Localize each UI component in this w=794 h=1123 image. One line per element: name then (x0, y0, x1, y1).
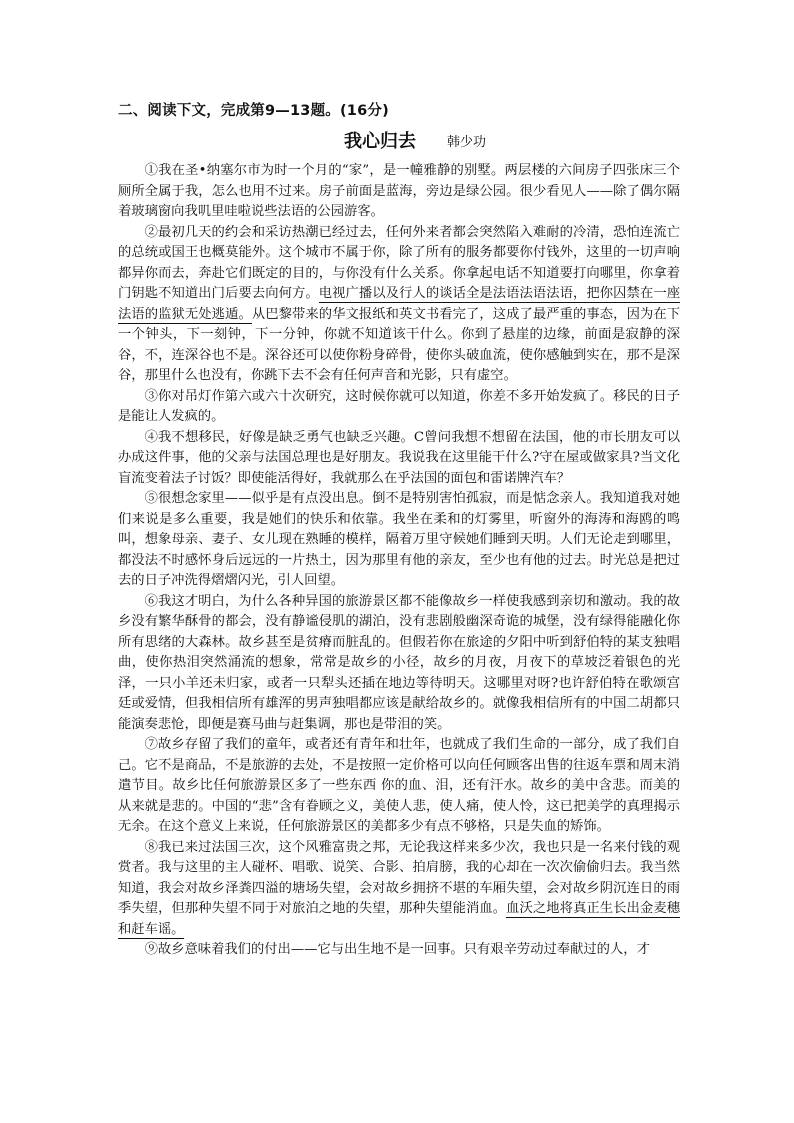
paragraph-text: ⑦故乡存留了我们的童年，或者还有青年和壮年，也就成了我们生命的一部分，成了我们自己。它不是商品，不是旅游的去处，不是按照一定价格可以向任何顾客出售的往返车票和周末消遣节目。故乡比任何旅游景区多了一些东西 你的血、泪，还有汗水。故乡的美中含悲。而美的从来就是悲的。中国的“悲”含有眷顾之义，美使人悲，使人痛，使人怜，这已把美学的真理揭示无余。在这个意义上来说，任何旅游景区的美都多少有点不够格，只是失血的矫饰。 (118, 737, 680, 834)
article-paragraph-2 (118, 223, 680, 387)
paragraph-text: ⑥我这才明白，为什么各种异国的旅游景区都不能像故乡一样使我感到亲切和激动。我的故乡没有繁华酥骨的都会，没有静谧侵肌的湖泊，没有悲剧般幽深奇诡的城堡，没有绿得能融化你所有思绪的大森林。故乡甚至是贫瘠而脏乱的。但假若你在旅途的夕阳中听到舒伯特的某支独唱曲，使你热泪突然涌流的想象，常常是故乡的小径，故乡的月夜，月夜下的草坡泛着银色的光泽，一只小羊还未归家，或者一只犁头还插在地边等待明天。这哪里对呀?也许舒伯特在歌颂宫廷或爱情，但我相信所有雄浑的男声独唱都应该是献给故乡的。就像我相信所有的中国二胡都只能演奏悲怆，即便是赛马曲与赶集调，那也是带泪的笑。 (118, 593, 680, 732)
article-paragraph-3 (118, 387, 680, 428)
paragraph-text: ③你对吊灯作第六或六十次研究，这时候你就可以知道，你差不多开始发疯了。移民的日子是能让人发疯的。 (118, 388, 680, 424)
paragraph-text: 从巴黎带来的华文报纸和英文书看完了，这成了最严重的事态，因为在下一个钟头，下一刻钟，下一分钟，你就不知道该干什么。你到了悬崖的边缘，前面是寂静的深谷，不，连深谷也不是。深谷还可以使你粉身碎骨，使你头破血流，使你感触到实在，那不是深谷，那里什么也没有，你跳下去不会有任何声音和光影，只有虚空。 (118, 306, 681, 383)
paragraph-text: ①我在圣•纳塞尔市为时一个月的“家”，是一幢雅静的别墅。两层楼的六间房子四张床三个厕所全属于我，怎么也用不过来。房子前面是蓝海，旁边是绿公园。很少看见人——除了偶尔隔着玻璃窗向我叽里哇啦说些法语的公园游客。 (118, 163, 680, 219)
underlined-sentence: 电视广播以及行人的谈话全是法语法语法语，把你囚禁在一座法语的监狱无处逃遁。 (118, 286, 681, 322)
article-paragraph-6 (118, 592, 680, 736)
section-heading: 二、阅读下文，完成第9—13题。(16分) (118, 103, 389, 119)
article-title-row (0, 127, 794, 155)
article-paragraph-5 (118, 489, 680, 592)
article-author: 韩少功 (447, 135, 487, 150)
article-paragraph-7 (118, 735, 680, 838)
paragraph-text: ⑧我已来过法国三次，这个风雅富贵之邦，无论我这样来多少次，我也只是一名来付钱的观赏者。我与这里的主人碰杯、唱歌、说笑、合影、拍肩膀，我的心却在一次次偷偷归去。我当然知道，我会对故乡泽粪四溢的塘场失望，会对故乡拥挤不堪的车厢失望，会对故乡阴沉连日的雨季失望，但那种失望不同于对旅泊之地的失望，那种失望能消血。 (118, 839, 680, 916)
paragraph-text: ⑤很想念家里——似乎是有点没出息。倒不是特别害怕孤寂，而是惦念亲人。我知道我对她们来说是多么重要，我是她们的快乐和依靠。我坐在柔和的灯雾里，听窗外的海涛和海鸥的鸣叫，想象母亲、妻子、女儿现在熟睡的模样，隔着万里守候她们睡到天明。人们无论走到哪里，都没法不时感怀身后远远的一片热土，因为那里有他的亲友，至少也有他的过去。时光总是把过去的日子冲洗得熠熠闪光，引人回望。 (118, 491, 680, 588)
paragraph-text: ④我不想移民，好像是缺乏勇气也缺乏兴趣。C曾问我想不想留在法国，他的市长朋友可以办成这件事，他的父亲与法国总理也是好朋友。我说我在这里能干什么?守在屋或做家具?当文化盲流变着法子讨饭？即使能活得好，我就那么在乎法国的面包和雷诺牌汽车？ (118, 429, 680, 486)
paragraph-text: ⑨故乡意味着我们的付出——它与出生地不是一回事。只有艰辛劳动过奉献过的人，才 (144, 942, 650, 957)
article-paragraph-9 (118, 940, 680, 961)
article-title: 我心归去 (344, 131, 416, 152)
article-paragraph-8 (118, 838, 680, 941)
article-paragraph-4 (118, 428, 680, 490)
underlined-sentence: 血沃之地将真正生长出金麦穗和赶车谣。 (118, 901, 681, 937)
paragraph-text: ②最初几天的约会和采访热潮已经过去，任何外来者都会突然陷入难耐的冷清，恐怕连流亡的总统或国王也概莫能外。这个城市不属于你，除了所有的服务都要你付钱外，这里的一切声响都异你而去，奔赴它们既定的目的，与你没有什么关系。你拿起电话不知道要打向哪里，你拿着门钥匙不知道出门后要去向何方。 (118, 224, 680, 301)
article-body (118, 161, 680, 961)
article-paragraph-1 (118, 161, 680, 223)
